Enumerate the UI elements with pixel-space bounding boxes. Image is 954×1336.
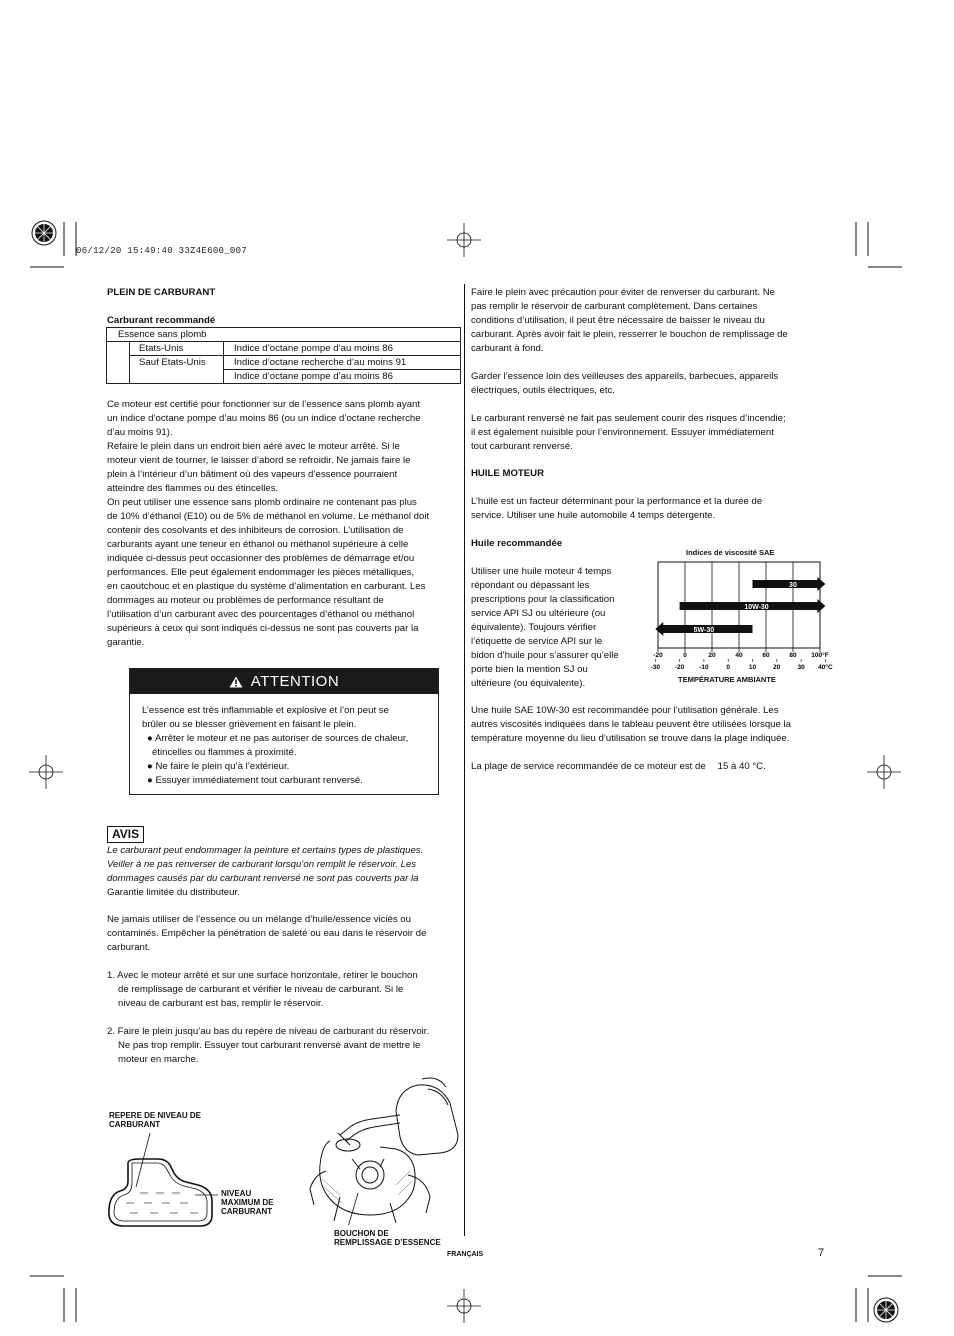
chart-tick-label-f: -20 — [653, 652, 663, 659]
chart-bar-label: 10W-30 — [744, 604, 769, 611]
sae-paragraph: Une huile SAE 10W-30 est recommandée pour l’utilisation générale. Les autres viscosités indiquées dans le tableau peuvent être utilisées lorsque la température moyenne du lieu d’utilisation se trouve dans la plage indiquée. — [471, 705, 791, 744]
fuel-table-indent — [107, 342, 130, 384]
step-list — [107, 969, 467, 1067]
step-item: 2. Faire le plein jusqu’au bas du repère de niveau de carburant du réservoir. Ne pas trop remplir. Essuyer tout carburant renversé avant de mettre le moteur en marche. — [107, 1026, 430, 1065]
section-heading: PLEIN DE CARBURANT — [107, 287, 216, 298]
warning-triangle-icon — [229, 676, 243, 688]
chart-tick-label-f: 40 — [735, 652, 743, 659]
contamination-paragraph: Ne jamais utiliser de l’essence ou un mélange d’huile/essence viciés ou contaminés. Empêcher la pénétration de saleté ou eau dans le réservoir de carburant. — [107, 914, 427, 953]
chart-tick-label-c: 10 — [748, 664, 757, 671]
crosshair-icon — [867, 755, 901, 789]
avis-text: Le carburant peut endommager la peinture et certains types de plastiques. Veiller à ne pas renverser de carburant lorsqu’on remplit le réservoir. Les dommages causés par du carburant renversé ne sont pas couverts par la Garantie limitée du distributeur. — [107, 845, 424, 898]
oil-paragraph: L’huile est un facteur déterminant pour la performance et la durée de service. Utiliser une huile automobile 4 temps détergente. — [471, 496, 763, 521]
fuel-tank-diagram — [100, 1125, 230, 1230]
step-item: 1. Avec le moteur arrêté et sur une surface horizontale, retirer le bouchon de remplissage de carburant et vérifier le niveau de carburant. Si le niveau de carburant est bas, remplir le réservoir. — [107, 970, 418, 1009]
chart-tick-label-f: 60 — [762, 652, 770, 659]
chart-title: Indices de viscosité SAE — [686, 548, 775, 557]
attention-bullet-cont: étincelles ou flammes à proximité. — [152, 747, 297, 758]
chart-xlabel: TEMPÉRATURE AMBIANTE — [678, 675, 776, 684]
crosshair-icon — [447, 223, 481, 257]
spill-paragraph: Le carburant renversé ne fait pas seulement courir des risques d’incendie; il est également nuisible pour l’environnement. Essuyer immédiatement tout carburant renversé. — [471, 413, 786, 452]
fuel-table-region: Sauf Etats-Unis — [130, 356, 224, 384]
range-line: La plage de service recommandée de ce moteur est de 15 à 40 °C. — [471, 761, 766, 772]
attention-intro: brûler ou se blesser grièvement en faisant le plein. — [142, 719, 357, 730]
chart-tick-label-c: -20 — [674, 664, 685, 671]
page-number: 7 — [818, 1247, 825, 1259]
fuel-table-spec: Indice d’octane pompe d’au moins 86 — [224, 342, 461, 356]
fuel-body-text: Ce moteur est certifié pour fonctionner sur de l’essence sans plomb ayant un indice d’octane pompe d’au moins 86 (ou un indice d’octane recherche d’au moins 91). Refaire le plein dans un endroit bien aéré avec le moteur arrêté. Si le moteur vient de tourner, le laisser d’abord se refroidir. Ne jamais faire le plein à l’intérieur d’un bâtiment où des vapeurs d’essence pourraient atteindre des flammes ou des étincelles. On peut utiliser une essence sans plomb ordinaire ne contenant pas plus de 10% d’éthanol (E10) ou de 5% de méthanol en volume. Le méthanol doit contenir des cosolvants et des inhibiteurs de corrosion. L’utilisation de carburants ayant une teneur en éthanol ou méthanol supérieure à celle indiquée ci-dessus peut occasionner des problèmes de démarrage et/ou performances. Elle peut également endommager les pièces métalliques, en caoutchouc et en plastique du système d’alimentation en carburant. Les dommages au moteur ou problèmes de performance résultant de l’utilisation d’un carburant avec des pourcentages d’éthanol ou méthanol supérieurs à ceux qui sont indiqués ci-dessus ne sont pas couverts par la garantie. — [107, 399, 430, 648]
fuel-table-spec: Indice d’octane recherche d’au moins 91 — [224, 356, 461, 370]
registration-starburst-icon — [874, 1298, 898, 1322]
attention-bullet: ● Ne faire le plein qu’à l’extérieur. — [147, 761, 290, 772]
attention-title: ATTENTION — [250, 673, 340, 690]
fuel-table-header: Essence sans plomb — [107, 328, 461, 342]
keep-away-paragraph: Garder l’essence loin des veilleuses des appareils, barbecues, appareils électriques, outils électriques, etc. — [471, 371, 779, 396]
chart-tick-label-c: -30 — [650, 664, 661, 671]
fig-label-level-mark: REPERE DE NIVEAU DE CARBURANT — [109, 1111, 202, 1129]
chart-tick-label-f: 20 — [708, 652, 716, 659]
chart-tick-label-c: 20 — [773, 664, 781, 671]
fuel-table — [106, 327, 461, 384]
chart-tick-label-f: 0 — [683, 652, 687, 659]
crosshair-icon — [447, 1289, 481, 1323]
fig-label-filler-cap: BOUCHON DE REMPLISSAGE D’ESSENCE — [334, 1229, 441, 1247]
oil-recommendation: Utiliser une huile moteur 4 temps répondant ou dépassant les prescriptions pour la classification service API SJ ou ultérieure (ou équivalente). Toujours vérifier l’étiquette de service API sur le bidon d’huile pour s’assurer qu’elle porte bien la mention SJ ou ultérieure (ou équivalente). — [471, 566, 619, 689]
chart-tick-label-f: 100°F — [811, 652, 829, 659]
crosshair-icon — [29, 755, 63, 789]
footer-language: FRANÇAIS — [447, 1251, 484, 1258]
oil-heading: HUILE MOTEUR — [471, 468, 545, 479]
attention-header — [130, 669, 438, 694]
oil-subheading: Huile recommandée — [471, 538, 563, 549]
sub-heading: Carburant recommandé — [107, 315, 216, 326]
attention-bullet: ● Arrêter le moteur et ne pas autoriser de sources de chaleur, — [147, 733, 409, 744]
range-value: 15 à 40 °C. — [717, 761, 766, 772]
viscosity-chart — [644, 558, 834, 673]
attention-intro: L’essence est très inflammable et explosive et l’on peut se — [142, 705, 389, 716]
fuel-table-region: Etats-Unis — [130, 342, 224, 356]
chart-tick-label-f: 80 — [789, 652, 797, 659]
attention-box — [129, 668, 439, 795]
chart-bar-label: 5W-30 — [693, 627, 715, 634]
avis-label-wrap — [107, 825, 144, 843]
chart-tick-label-c: -10 — [699, 664, 709, 671]
refueling-illustration — [300, 1075, 465, 1225]
fig-label-max-level: NIVEAU MAXIMUM DE CARBURANT — [221, 1189, 274, 1216]
chart-tick-label-c: 40°C — [818, 664, 833, 671]
registration-starburst-icon — [32, 221, 56, 245]
refuel-caution-paragraph: Faire le plein avec précaution pour éviter de renverser du carburant. Ne pas remplir le réservoir de carburant complètement. Dans certaines conditions d’utilisation, il peut être nécessaire de baisser le niveau du carburant. Après avoir fait le plein, resserrer le bouchon de remplissage de carburant à fond. — [471, 287, 788, 354]
fuel-table-spec: Indice d’octane pompe d’au moins 86 — [224, 370, 461, 384]
chart-tick-label-c: 30 — [797, 664, 805, 671]
chart-tick-label-c: 0 — [726, 664, 731, 671]
attention-bullet: ● Essuyer immédiatement tout carburant renversé. — [147, 775, 363, 786]
avis-label: AVIS — [107, 826, 144, 843]
print-stamp: 06/12/20 15:49:40 33Z4E600_007 — [76, 246, 248, 256]
chart-bar-label: 30 — [789, 582, 797, 589]
